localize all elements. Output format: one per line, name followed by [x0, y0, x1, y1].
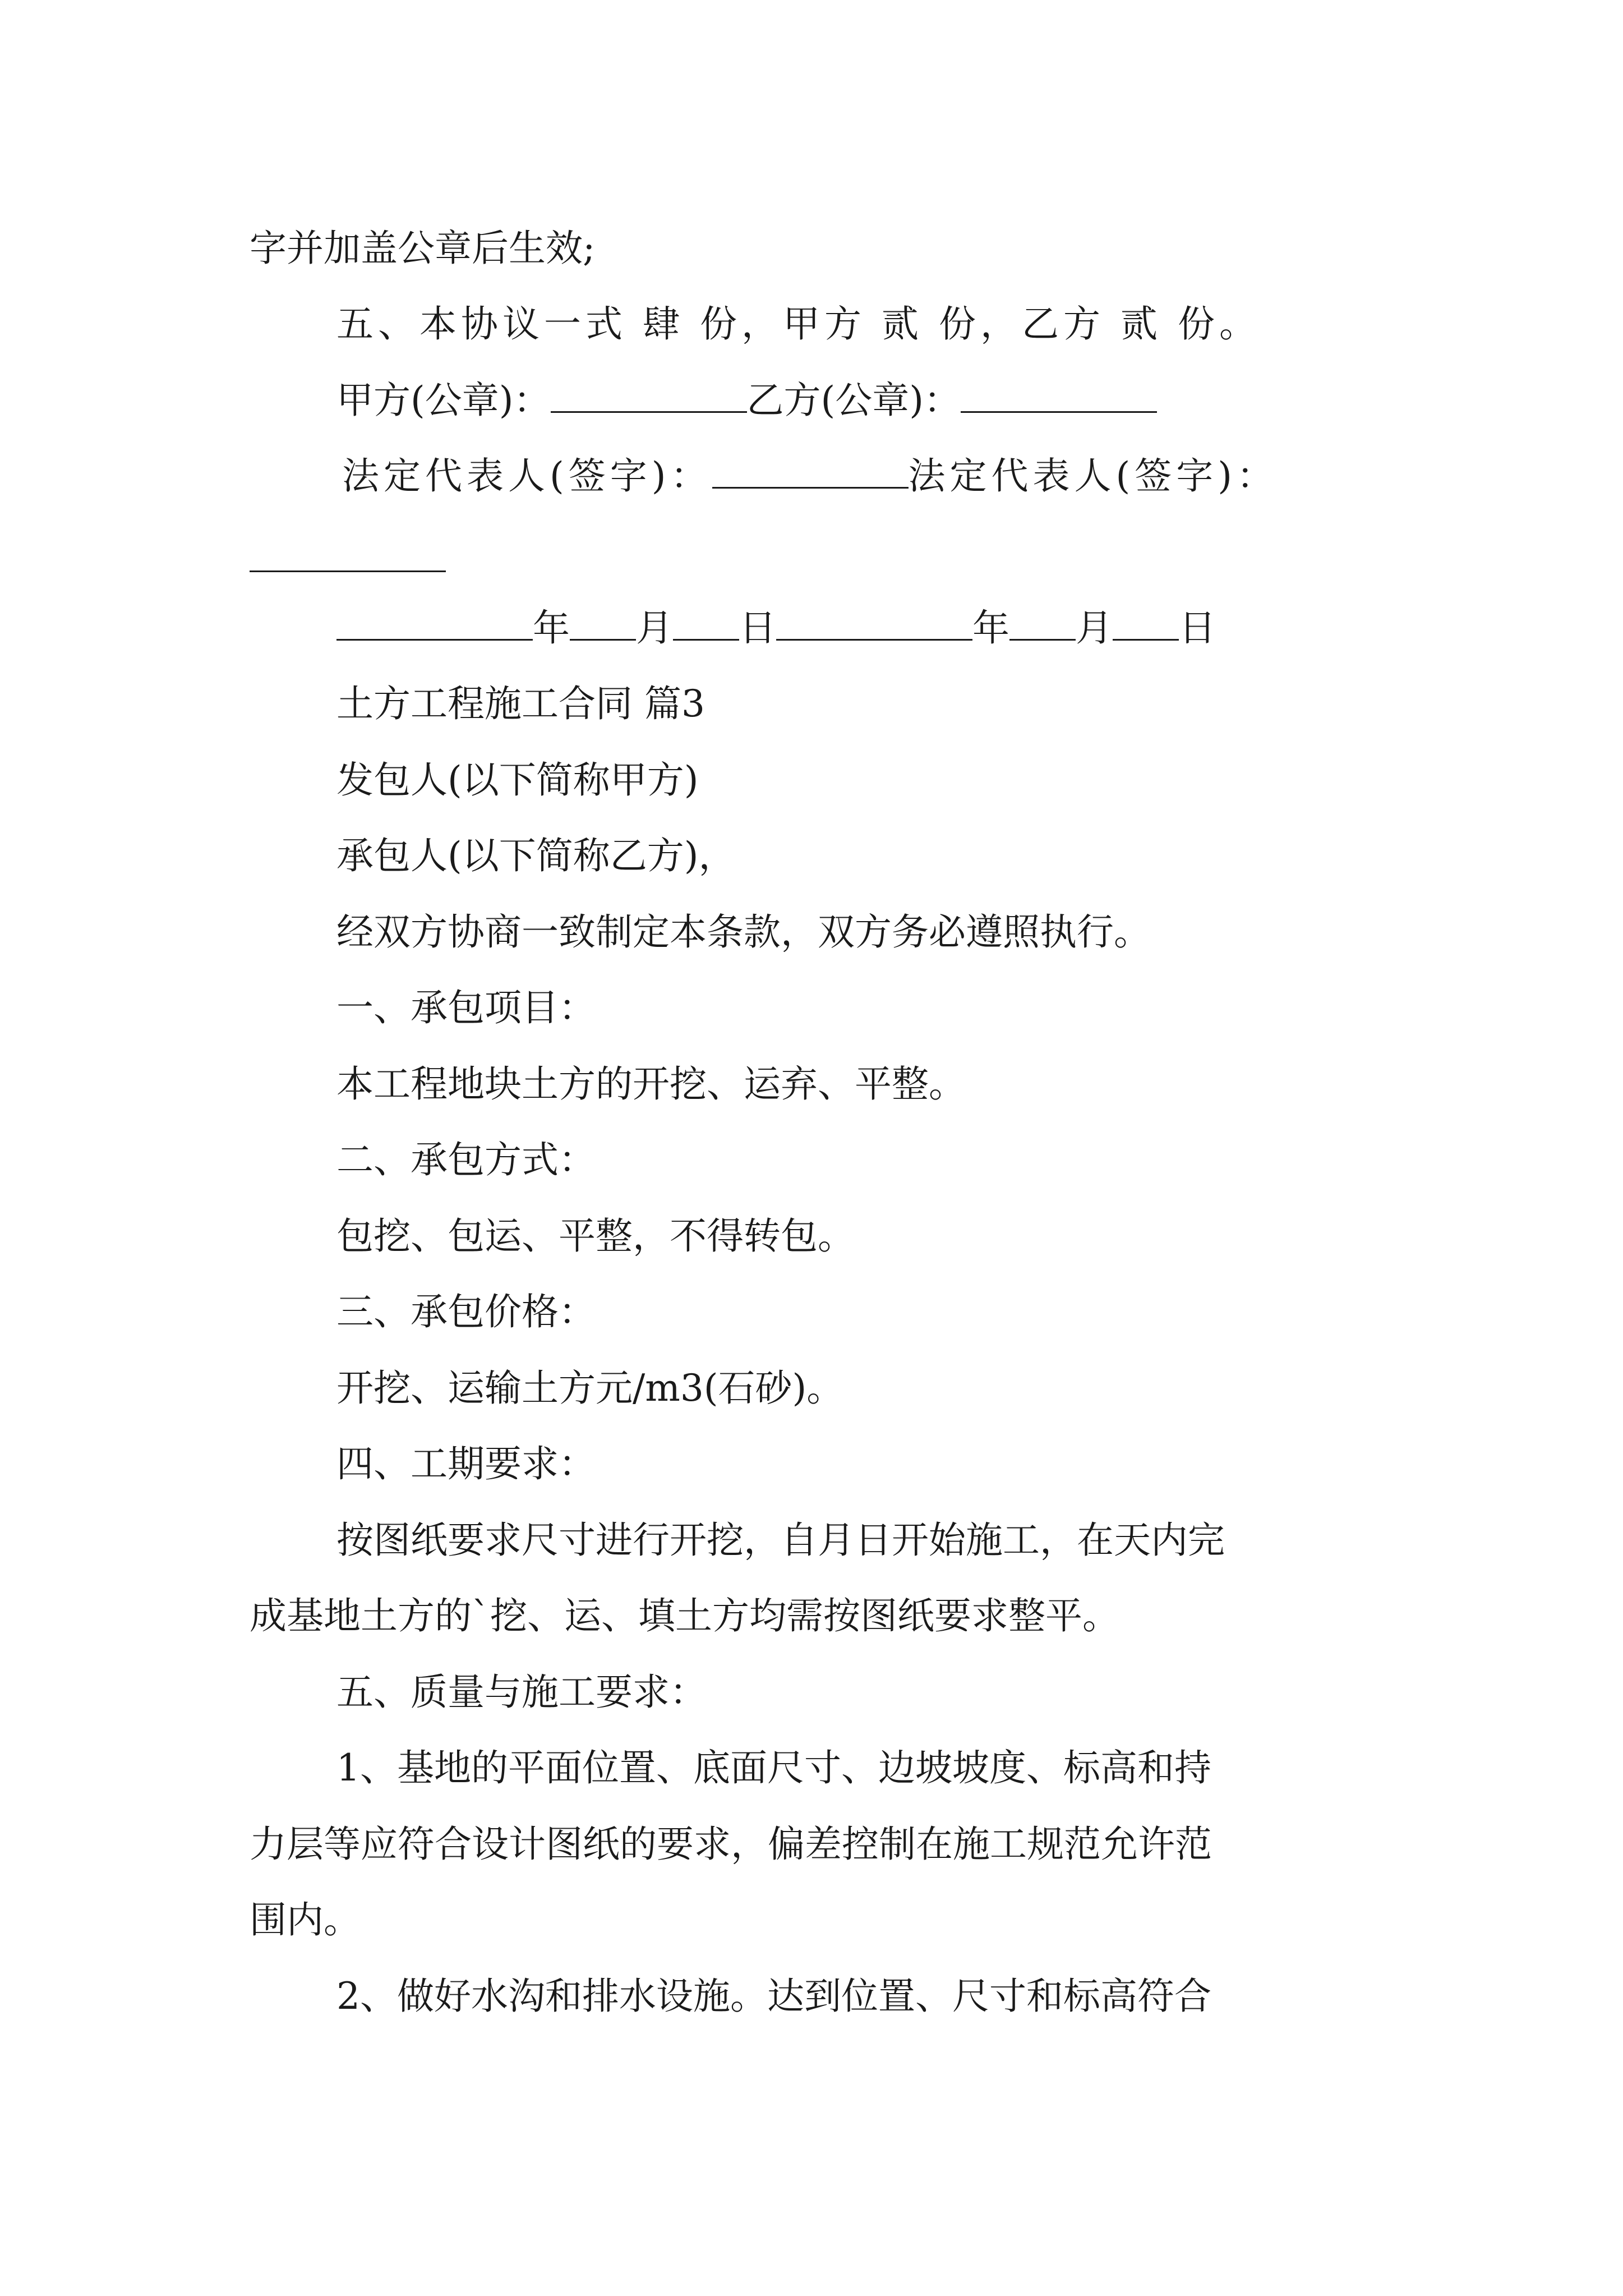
- text-line: [336, 302, 1261, 347]
- blank-field: [712, 458, 909, 489]
- text-segment: 五、本协议一式: [336, 302, 627, 346]
- clause-heading: 一、承包项目：: [336, 986, 596, 1029]
- text-line: 本工程地块土方的开挖、运弃、平整。: [336, 1062, 966, 1106]
- date-year-label: 年: [972, 606, 1009, 650]
- blank-field: [336, 610, 533, 641]
- date-month-label: 月: [636, 606, 673, 650]
- blank-field: [673, 610, 739, 641]
- blank-field: [1113, 610, 1179, 641]
- text-line: 按图纸要求尺寸进行开挖，自月日开始施工，在天内完: [336, 1519, 1225, 1562]
- text-line: 发包人(以下简称甲方): [336, 758, 699, 802]
- clause-heading: 三、承包价格：: [336, 1290, 596, 1333]
- text-line: 成基地土方的`挖、运、填土方均需按图纸要求整平。: [250, 1594, 1119, 1637]
- text-segment: 贰: [1121, 302, 1162, 346]
- signature-line-seal: [336, 378, 1157, 423]
- text-line: 围内。: [250, 1898, 361, 1941]
- text-line: 力层等应符合设计图纸的要求，偏差控制在施工规范允许范: [250, 1823, 1212, 1866]
- date-day-label: 日: [1179, 606, 1216, 650]
- party-a-rep-label: 法定代表人(签字)：: [342, 454, 712, 498]
- clause-heading: 五、质量与施工要求：: [336, 1671, 707, 1714]
- party-b-seal-label: 乙方(公章)：: [746, 379, 961, 422]
- blank-field: [776, 610, 972, 641]
- text-line: 开挖、运输土方元/m3(石砂)。: [336, 1366, 844, 1410]
- blank-field: [961, 382, 1157, 413]
- text-segment: 肆: [643, 302, 684, 346]
- text-line: 字并加盖公章后生效;: [250, 227, 596, 270]
- date-day-label: 日: [739, 606, 776, 650]
- blank-field: [250, 570, 446, 572]
- text-segment: 份，乙方: [939, 302, 1105, 346]
- signature-line-representative: [342, 454, 1278, 499]
- date-year-label: 年: [533, 606, 570, 650]
- clause-heading: 二、承包方式：: [336, 1138, 596, 1181]
- blank-field: [551, 382, 747, 413]
- text-line: 1、基地的平面位置、底面尺寸、边坡坡度、标高和持: [336, 1746, 1211, 1789]
- text-line: 包挖、包运、平整，不得转包。: [336, 1214, 855, 1258]
- text-line: 承包人(以下简称乙方)，: [336, 834, 736, 877]
- party-a-seal-label: 甲方(公章)：: [336, 379, 551, 422]
- blank-field: [570, 610, 636, 641]
- section-heading: 土方工程施工合同 篇3: [336, 682, 705, 725]
- blank-field: [1009, 610, 1076, 641]
- text-segment: 份，甲方: [700, 302, 866, 346]
- text-line: 经双方协商一致制定本条款，双方务必遵照执行。: [336, 910, 1151, 954]
- text-segment: 贰: [882, 302, 923, 346]
- date-line: [336, 606, 1216, 651]
- text-segment: 份。: [1178, 302, 1261, 346]
- text-line: 2、做好水沟和排水设施。达到位置、尺寸和标高符合: [336, 1975, 1211, 2018]
- party-b-rep-label: 法定代表人(签字)：: [908, 454, 1278, 498]
- date-month-label: 月: [1076, 606, 1113, 650]
- clause-heading: 四、工期要求：: [336, 1442, 596, 1485]
